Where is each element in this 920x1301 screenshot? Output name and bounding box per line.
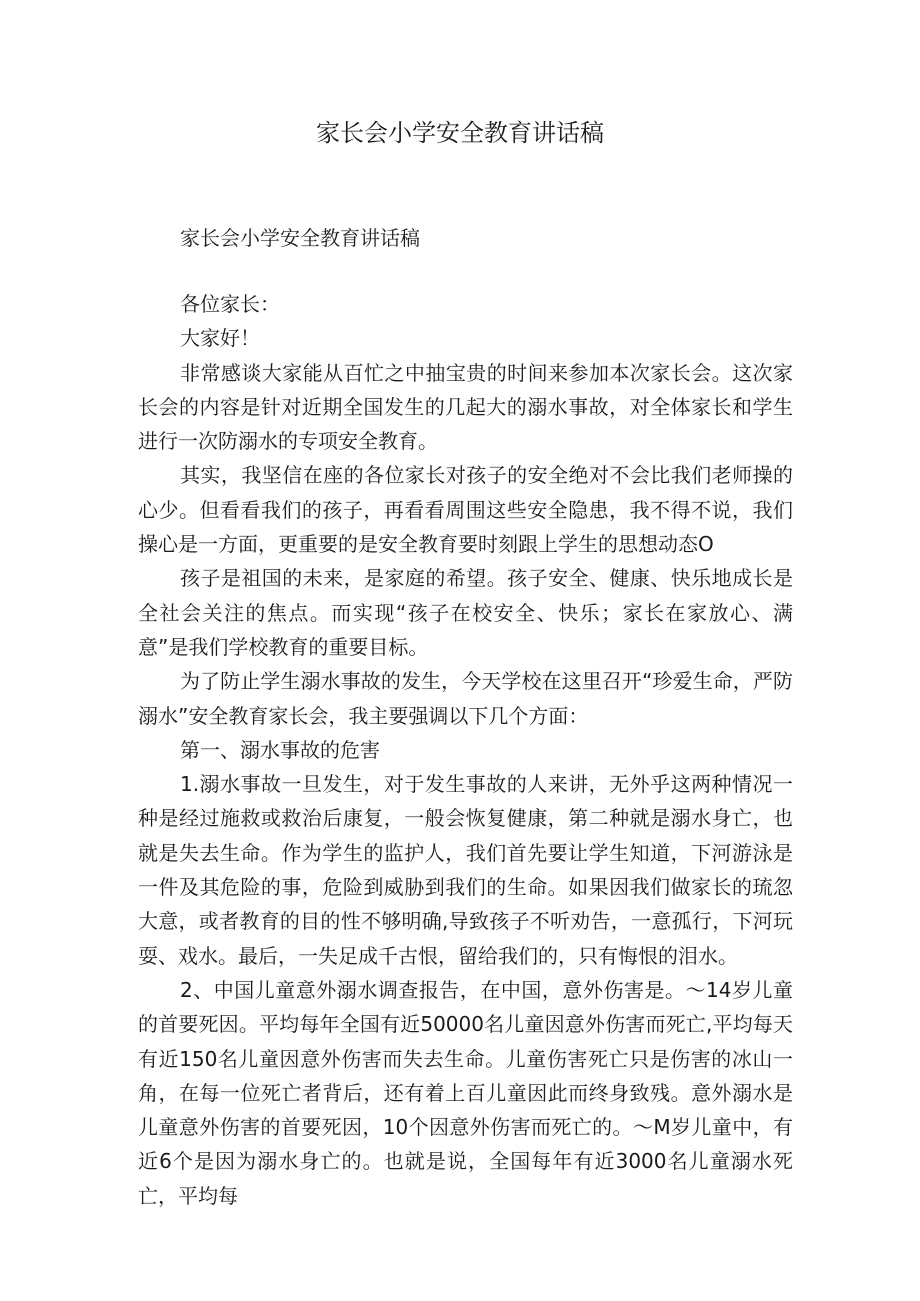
paragraph: 孩子是祖国的未来，是家庭的希望。孩子安全、健康、快乐地成长是全社会关注的焦点。而实现“孩子在校安全、快乐；家长在家放心、满意”是我们学校教育的重要目标。	[138, 566, 793, 659]
document-subtitle: 家长会小学安全教育讲话稿	[180, 226, 420, 250]
paragraph: 为了防止学生溺水事故的发生，今天学校在这里召开“珍爱生命，严防溺水”安全教育家长会，我主要强调以下几个方面：	[138, 669, 793, 728]
paragraph: 非常感谈大家能从百忙之中抽宝贵的时间来参加本次家长会。这次家长会的内容是针对近期全国发生的几起大的溺水事故，对全体家长和学生进行一次防溺水的专项安全教育。	[138, 360, 793, 454]
document-body	[138, 287, 793, 1213]
section-heading: 第一、溺水事故的危害	[180, 737, 380, 762]
greeting: 大家好！	[180, 326, 260, 351]
document-title: 家长会小学安全教育讲话稿	[316, 119, 604, 147]
paragraph: 2、中国儿童意外溺水调查报告，在中国，意外伤害是。〜14岁儿童的首要死因。平均每年全国有近50000名儿童因意外伤害而死亡,平均每天有近150名儿童因意外伤害而失去生命。儿童伤害死亡只是伤害的冰山一角，在每一位死亡者背后，还有着上百儿童因此而终身致残。意外溺水是儿童意外伤害的首要死因，10个因意外伤害而死亡的。〜M岁儿童中，有近6个是因为溺水身亡的。也就是说，全国每年有近3000名儿童溺水死亡，平均每	[138, 977, 793, 1208]
salutation: 各位家长：	[180, 292, 280, 316]
paragraph: 其实，我坚信在座的各位家长对孩子的安全绝对不会比我们老师操的心少。但看看我们的孩子，再看看周围这些安全隐患，我不得不说，我们操心是一方面，更重要的是安全教育要时刻跟上学生的思想动态O	[138, 463, 793, 557]
paragraph: 1.溺水事故一旦发生，对于发生事故的人来讲，无外乎这两种情况一种是经过施救或救治后康复，一般会恢复健康，第二种就是溺水身亡，也就是失去生命。作为学生的监护人，我们首先要让学生知道，下河游泳是一件及其危险的事，危险到威胁到我们的生命。如果因我们做家长的琉忽大意，或者教育的目的性不够明确,导致孩子不听劝告，一意孤行，下河玩耍、戏水。最后，一失足成千古恨，留给我们的，只有悔恨的泪水。	[138, 772, 793, 968]
